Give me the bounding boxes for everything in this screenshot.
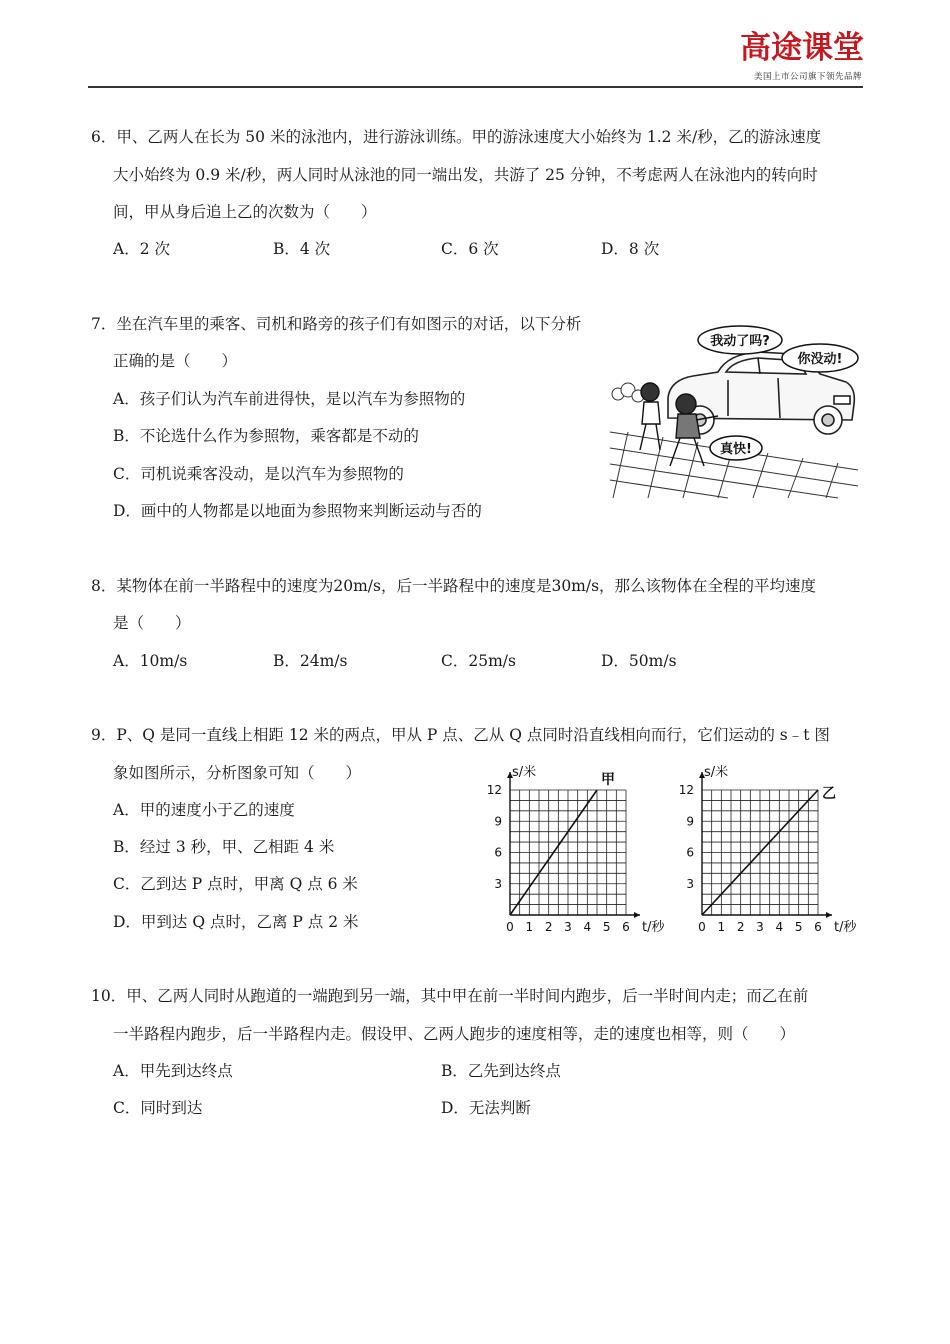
y-tick-label: 6: [494, 845, 502, 860]
x-tick-label: 2: [736, 920, 745, 934]
x-axis-label: t/秒: [642, 920, 665, 935]
question-8-option-a[interactable]: A．10m/s: [113, 652, 188, 670]
grid: [510, 790, 626, 915]
question-8-line-1: 8．某物体在前一半路程中的速度为20m/s，后一半路程中的速度是30m/s，那么该物体在全程的平均速度: [91, 577, 817, 595]
y-tick-label: 6: [686, 845, 694, 860]
brand-logo: 高途课堂: [740, 30, 864, 66]
question-10-line-2: 一半路程内跑步，后一半路程内走。假设甲、乙两人跑步的速度相等，走的速度也相等，则（ ）: [113, 1025, 796, 1043]
question-8-option-c[interactable]: C．25m/s: [441, 652, 516, 670]
header-divider: [88, 86, 863, 88]
x-tick-label: 6: [622, 920, 630, 934]
question-7-option-d[interactable]: D．画中的人物都是以地面为参照物来判断运动与否的: [113, 502, 482, 520]
st-graph-yi: [672, 760, 862, 940]
question-9-line-1: 9．P、Q 是同一直线上相距 12 米的两点，甲从 P 点、乙从 Q 点同时沿直线相向而行，它们运动的 s﹣t 图: [91, 726, 830, 744]
question-10-option-d[interactable]: D．无法判断: [441, 1099, 531, 1117]
x-tick-label: 1: [525, 920, 534, 934]
question-9-option-b[interactable]: B．经过 3 秒，甲、乙相距 4 米: [113, 838, 335, 856]
question-8-line-2: 是（ ）: [113, 614, 191, 632]
x-tick-label: 1: [717, 920, 726, 934]
question-6-option-a[interactable]: A．2 次: [113, 240, 170, 258]
question-10-option-a[interactable]: A．甲先到达终点: [113, 1062, 233, 1080]
question-8-option-b[interactable]: B．24m/s: [273, 652, 348, 670]
question-10-option-c[interactable]: C．同时到达: [113, 1099, 203, 1117]
question-6-line-1: 6．甲、乙两人在长为 50 米的泳池内，进行游泳训练。甲的游泳速度大小始终为 1.2 米/秒，乙的游泳速度: [91, 128, 822, 146]
series-label: 甲: [601, 772, 615, 788]
x-tick-label: 2: [544, 920, 553, 934]
question-6-option-c[interactable]: C．6 次: [441, 240, 499, 258]
y-tick-label: 3: [686, 876, 694, 891]
x-tick-label: 5: [602, 920, 611, 934]
car-cartoon-illustration: [608, 320, 860, 500]
y-tick-label: 9: [494, 814, 502, 829]
bubble-driver: 你没动!: [797, 352, 843, 367]
y-axis-label: s/米: [512, 765, 537, 780]
x-tick-label: 3: [756, 920, 764, 934]
question-9-option-a[interactable]: A．甲的速度小于乙的速度: [113, 801, 295, 819]
question-6-line-2: 大小始终为 0.9 米/秒，两人同时从泳池的同一端出发，共游了 25 分钟，不考虑两人在泳池内的转向时: [113, 166, 818, 184]
brand-tagline: 美国上市公司旗下领先品牌: [753, 72, 862, 82]
st-graph-jia: [480, 760, 670, 940]
question-8-option-d[interactable]: D．50m/s: [601, 652, 677, 670]
x-tick-label: 3: [564, 920, 572, 934]
y-tick-label: 9: [686, 814, 694, 829]
x-tick-label: 4: [775, 920, 784, 934]
x-axis-arrow: [634, 912, 640, 918]
bubble-passenger: 我动了吗?: [710, 334, 770, 349]
y-tick-label: 12: [486, 783, 502, 797]
bubble-kids: 真快!: [720, 442, 752, 457]
y-tick-label: 3: [494, 876, 502, 891]
y-axis-label: s/米: [704, 765, 729, 780]
question-7-line-1: 7．坐在汽车里的乘客、司机和路旁的孩子们有如图示的对话，以下分析: [91, 315, 582, 333]
series-label: 乙: [822, 786, 836, 802]
question-9-option-d[interactable]: D．甲到达 Q 点时，乙离 P 点 2 米: [113, 913, 359, 931]
question-6-option-b[interactable]: B．4 次: [273, 240, 331, 258]
question-6-line-3: 间，甲从身后追上乙的次数为（ ）: [113, 203, 377, 221]
x-tick-label: 0: [698, 920, 706, 934]
question-9-line-2: 象如图所示，分析图象可知（ ）: [113, 764, 362, 782]
y-tick-label: 12: [678, 783, 694, 797]
question-9-option-c[interactable]: C．乙到达 P 点时，甲离 Q 点 6 米: [113, 875, 358, 893]
question-10-line-1: 10．甲、乙两人同时从跑道的一端跑到另一端，其中甲在前一半时间内跑步，后一半时间内走；而乙在前: [91, 987, 809, 1005]
x-axis-arrow: [826, 912, 832, 918]
question-7-option-c[interactable]: C．司机说乘客没动，是以汽车为参照物的: [113, 465, 404, 483]
question-6-option-d[interactable]: D．8 次: [601, 240, 660, 258]
x-tick-label: 4: [583, 920, 592, 934]
x-tick-label: 0: [506, 920, 514, 934]
question-7-line-2: 正确的是（ ）: [113, 352, 238, 370]
question-10-option-b[interactable]: B．乙先到达终点: [441, 1062, 561, 1080]
question-7-option-b[interactable]: B．不论选什么作为参照物，乘客都是不动的: [113, 427, 419, 445]
x-tick-label: 6: [814, 920, 822, 934]
x-tick-label: 5: [794, 920, 803, 934]
question-7-option-a[interactable]: A．孩子们认为汽车前进得快，是以汽车为参照物的: [113, 390, 466, 408]
x-axis-label: t/秒: [834, 920, 857, 935]
